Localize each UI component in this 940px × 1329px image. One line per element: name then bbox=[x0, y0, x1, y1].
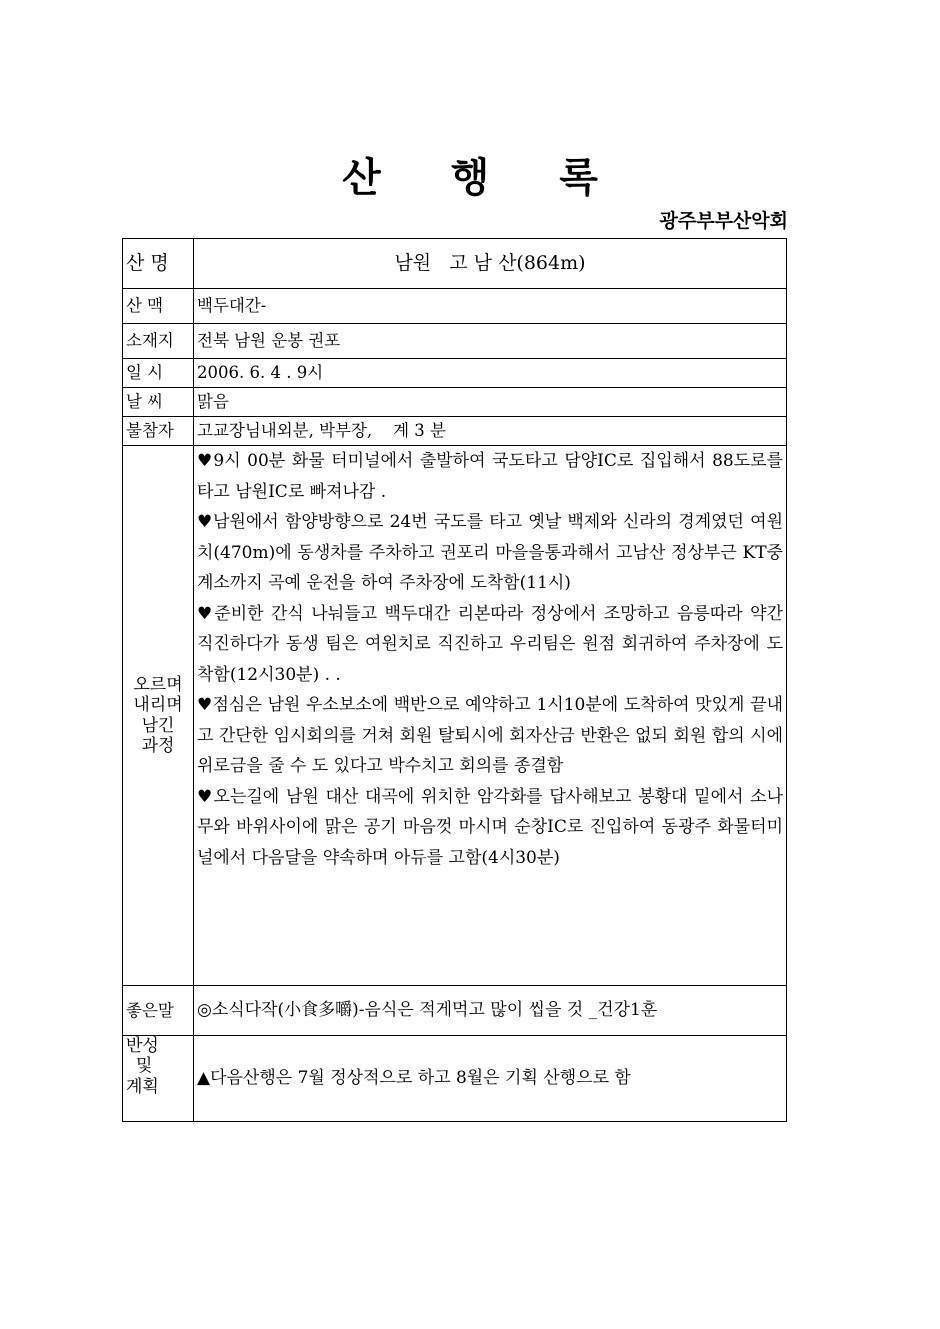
process-paragraphs bbox=[197, 446, 783, 873]
weather-label: 날 씨 bbox=[123, 388, 194, 417]
process-content bbox=[194, 446, 787, 986]
process-paragraph-5: ♥오는길에 남원 대산 대곡에 위치한 암각화를 답사해보고 봉황대 밑에서 소나무와 바위사이에 맑은 공기 마음껏 마시며 순창IC로 진입하여 동광주 화물터미널에서 다음달을 약속하며 아듀를 고함(4시30분) bbox=[197, 786, 783, 868]
row-weather bbox=[123, 388, 787, 417]
mountain-label: 산 명 bbox=[123, 239, 194, 289]
hiking-log-table bbox=[122, 238, 787, 1122]
row-range bbox=[123, 289, 787, 324]
location-label: 소재지 bbox=[123, 324, 194, 359]
mountain-value: 남원 고 남 산(864m) bbox=[194, 239, 787, 289]
process-paragraph-1: ♥9시 00분 화물 터미널에서 출발하여 국도타고 담양IC로 집입해서 88도로를 타고 남원IC로 빠져나감 . bbox=[197, 451, 783, 502]
plan-label-line: 반성 bbox=[126, 1036, 159, 1056]
weather-value: 맑음 bbox=[194, 388, 787, 417]
process-label bbox=[123, 446, 194, 986]
location-value: 전북 남원 운봉 권포 bbox=[194, 324, 787, 359]
plan-label-line: 및 bbox=[136, 1056, 153, 1077]
row-mountain bbox=[123, 239, 787, 289]
plan-value: ▲다음산행은 7월 정상적으로 하고 8월은 기획 산행으로 함 bbox=[194, 1036, 787, 1122]
organization-name: 광주부부산악회 bbox=[659, 210, 788, 232]
process-label-line: 남긴 bbox=[141, 715, 175, 736]
date-label: 일 시 bbox=[123, 359, 194, 388]
row-absent bbox=[123, 417, 787, 446]
process-paragraph-4: ♥점심은 남원 우소보소에 백반으로 예약하고 1시10분에 도착하여 맛있게 끝내고 간단한 임시회의를 거쳐 회원 탈퇴시에 회자산금 반환은 없되 회원 합의 시에 위로금을 줄 수 도 있다고 박수치고 회의를 종결함 bbox=[197, 695, 783, 776]
process-paragraph-3: ♥준비한 간식 나눠들고 백두대간 리본따라 정상에서 조망하고 음릉따라 약간 직진하다가 동생 팀은 여원치로 직진하고 우리팀은 원점 회귀하여 주차장에 도착함(12시30분) . . bbox=[197, 603, 783, 685]
process-label-line: 오르며 bbox=[133, 674, 183, 695]
saying-value: ◎소식다작(小食多嚼)-음식은 적게먹고 많이 씹을 것 _건강1훈 bbox=[194, 986, 787, 1036]
plan-label-line: 계획 bbox=[126, 1076, 159, 1097]
row-location bbox=[123, 324, 787, 359]
absent-label: 불참자 bbox=[123, 417, 194, 446]
row-date bbox=[123, 359, 787, 388]
process-label-line: 내리며 bbox=[133, 695, 183, 716]
date-value: 2006. 6. 4 . 9시 bbox=[194, 359, 787, 388]
row-process bbox=[123, 446, 787, 986]
row-plan bbox=[123, 1036, 787, 1122]
process-label-line: 과정 bbox=[141, 735, 175, 756]
process-paragraph-2: ♥남원에서 함양방향으로 24번 국도를 타고 옛날 백제와 신라의 경계였던 여원치(470m)에 동생차를 주차하고 권포리 마을을통과해서 고남산 정상부근 KT중계소까지 곡예 운전을 하여 주차장에 도착함(11시) bbox=[197, 512, 783, 593]
range-label: 산 맥 bbox=[123, 289, 194, 324]
absent-value: 고교장님내외분, 박부장, 계 3 분 bbox=[194, 417, 787, 446]
row-saying bbox=[123, 986, 787, 1036]
plan-label bbox=[123, 1036, 194, 1122]
document-title: 산 행 록 bbox=[342, 154, 626, 201]
saying-label: 좋은말 bbox=[123, 986, 194, 1036]
range-value: 백두대간- bbox=[194, 289, 787, 324]
